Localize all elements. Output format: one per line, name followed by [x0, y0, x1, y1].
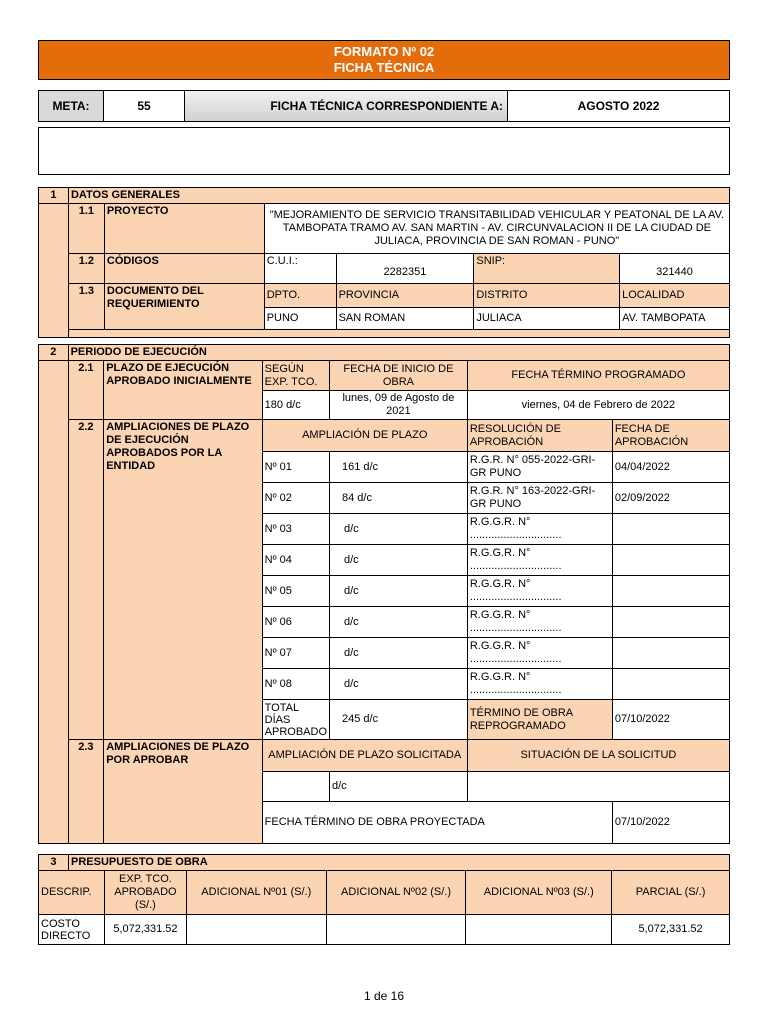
ampliacion-number: Nº 06 [262, 607, 329, 638]
ampliaciones-label: AMPLIACIONES DE PLAZO DE EJECUCIÓN APROBADOS POR LA ENTIDAD [104, 420, 262, 740]
header-parcial: PARCIAL (S/.) [612, 871, 730, 915]
ampliacion-resolution: R.G.R. N° 055-2022-GRI-GR PUNO [467, 452, 612, 483]
ampliacion-days: 84 d/c [330, 483, 468, 514]
meta-value: 55 [103, 90, 185, 122]
section-2-table [38, 344, 730, 844]
codigos-number: 1.2 [68, 254, 104, 284]
ampliacion-resolution: R.G.G.R. N° .............................. [467, 576, 612, 607]
distrito-header: DISTRITO [474, 284, 620, 308]
localidad-value: AV. TAMBOPATA [620, 308, 730, 330]
section-3-table [38, 854, 730, 945]
meta-row [38, 90, 730, 122]
notes-box [38, 127, 730, 175]
plazo-inicio: lunes, 09 de Agosto de 2021 [330, 391, 468, 420]
title-line-1: FORMATO Nº 02 [333, 44, 435, 59]
cui-value: 2282351 [336, 254, 474, 284]
situacion-header: SITUACIÓN DE LA SOLICITUD [467, 740, 729, 772]
plazo-number: 2.1 [68, 361, 104, 420]
row-exp-tco: 5,072,331.52 [104, 915, 186, 945]
ampliacion-number: Nº 05 [262, 576, 329, 607]
inicio-header: FECHA DE INICIO DE OBRA [330, 361, 468, 391]
proyecto-label: PROYECTO [104, 204, 264, 254]
table-row [39, 915, 730, 945]
dpto-value: PUNO [264, 308, 336, 330]
ampliaciones-number: 2.2 [68, 420, 104, 740]
plazo-dias: 180 d/c [262, 391, 329, 420]
snip-value: 321440 [620, 254, 730, 284]
ampliacion-number: Nº 04 [262, 545, 329, 576]
ficha-label: FICHA TÉCNICA CORRESPONDIENTE A: [184, 90, 508, 122]
ampliacion-days: 161 d/c [330, 452, 468, 483]
ampliacion-number: Nº 02 [262, 483, 329, 514]
termino-header: FECHA TÉRMINO PROGRAMADO [467, 361, 729, 391]
fecha-aprobacion-header: FECHA DE APROBACIÓN [612, 420, 729, 452]
solicitada-blank [262, 772, 329, 802]
ampliacion-date [612, 576, 729, 607]
ampliacion-resolution: R.G.G.R. N° .............................. [467, 545, 612, 576]
ampliacion-number: Nº 07 [262, 638, 329, 669]
codigos-label: CÓDIGOS [104, 254, 264, 284]
por-aprobar-label: AMPLIACIONES DE PLAZO POR APROBAR [104, 740, 262, 844]
title-line-2: FICHA TÉCNICA [333, 60, 435, 75]
localidad-header: LOCALIDAD [620, 284, 730, 308]
ampliacion-days: d/c [330, 607, 468, 638]
ampliacion-days: d/c [330, 545, 468, 576]
proyecto-value: "MEJORAMIENTO DE SERVICIO TRANSITABILIDAD VEHICULAR Y PEATONAL DE LA AV. TAMBOPATA TRAMO AV. SAN MARTIN - AV. CIRCUNVALACION II DE LA CIUDAD DE JULIACA, PROVINCIA DE SAN ROMAN - PUNO" [264, 204, 729, 254]
section-1-number: 1 [39, 188, 69, 204]
termino-reprogramado-label: TÉRMINO DE OBRA REPROGRAMADO [467, 700, 612, 740]
period-value: AGOSTO 2022 [507, 90, 730, 122]
meta-label: META: [38, 90, 104, 122]
ampliacion-date [612, 514, 729, 545]
segun-header: SEGÚN EXP. TCO. [262, 361, 329, 391]
ampliacion-header: AMPLIACIÓN DE PLAZO [262, 420, 467, 452]
section-1-spacer [39, 204, 69, 338]
page-number: 1 de 16 [363, 989, 405, 1003]
ampliacion-number: Nº 08 [262, 669, 329, 700]
dpto-header: DPTO. [264, 284, 336, 308]
header-adicional-02: ADICIONAL Nº02 (S/.) [326, 871, 466, 915]
solicitada-header: AMPLIACIÓN DE PLAZO SOLICITADA [262, 740, 467, 772]
row-parcial: 5,072,331.52 [612, 915, 730, 945]
ampliacion-days: d/c [330, 638, 468, 669]
cui-label: C.U.I.: [264, 254, 336, 284]
section-3-title: PRESUPUESTO DE OBRA [68, 855, 729, 871]
por-aprobar-number: 2.3 [68, 740, 104, 844]
ampliacion-days: d/c [330, 669, 468, 700]
total-label: TOTAL DÍAS APROBADO [262, 700, 329, 740]
row-adicional-03 [466, 915, 612, 945]
section-1-table [38, 187, 730, 338]
ampliacion-resolution: R.G.G.R. N° .............................. [467, 669, 612, 700]
ampliacion-date: 04/04/2022 [612, 452, 729, 483]
header-exp-tco: EXP. TCO. APROBADO (S/.) [104, 871, 186, 915]
section-2-number: 2 [39, 345, 69, 361]
ampliacion-number: Nº 01 [262, 452, 329, 483]
ampliacion-resolution: R.G.R. N° 163-2022-GRI-GR PUNO [467, 483, 612, 514]
section-1-bottom [68, 330, 729, 338]
header-adicional-03: ADICIONAL Nº03 (S/.) [466, 871, 612, 915]
documento-number: 1.3 [68, 284, 104, 330]
ampliacion-date [612, 669, 729, 700]
plazo-label: PLAZO DE EJECUCIÓN APROBADO INICIALMENTE [104, 361, 262, 420]
ampliacion-date [612, 545, 729, 576]
distrito-value: JULIACA [474, 308, 620, 330]
provincia-value: SAN ROMAN [336, 308, 474, 330]
ampliacion-resolution: R.G.G.R. N° .............................. [467, 607, 612, 638]
plazo-termino: viernes, 04 de Febrero de 2022 [467, 391, 729, 420]
solicitada-dc: d/c [330, 772, 468, 802]
header-descrip: DESCRIP. [39, 871, 105, 915]
section-2-title: PERIODO DE EJECUCIÓN [68, 345, 729, 361]
termino-reprogramado-value: 07/10/2022 [612, 700, 729, 740]
ampliacion-days: d/c [330, 514, 468, 545]
section-3-number: 3 [39, 855, 69, 871]
ampliacion-resolution: R.G.G.R. N° .............................. [467, 514, 612, 545]
proyectada-label: FECHA TÉRMINO DE OBRA PROYECTADA [262, 802, 612, 844]
documento-label: DOCUMENTO DEL REQUERIMIENTO [104, 284, 264, 330]
situacion-value [467, 772, 729, 802]
ampliacion-days: d/c [330, 576, 468, 607]
total-value: 245 d/c [330, 700, 468, 740]
row-descrip: COSTO DIRECTO [39, 915, 105, 945]
section-2-spacer [39, 361, 69, 844]
proyecto-number: 1.1 [68, 204, 104, 254]
ampliacion-date: 02/09/2022 [612, 483, 729, 514]
row-adicional-02 [326, 915, 466, 945]
ampliacion-date [612, 607, 729, 638]
document-title [38, 40, 730, 80]
provincia-header: PROVINCIA [336, 284, 474, 308]
ampliacion-date [612, 638, 729, 669]
ampliacion-number: Nº 03 [262, 514, 329, 545]
row-adicional-01 [186, 915, 326, 945]
snip-label: SNIP: [474, 254, 620, 284]
resolucion-header: RESOLUCIÓN DE APROBACIÓN [467, 420, 612, 452]
section-1-title: DATOS GENERALES [68, 188, 729, 204]
header-adicional-01: ADICIONAL Nº01 (S/.) [186, 871, 326, 915]
ampliacion-resolution: R.G.G.R. N° .............................. [467, 638, 612, 669]
proyectada-value: 07/10/2022 [612, 802, 729, 844]
